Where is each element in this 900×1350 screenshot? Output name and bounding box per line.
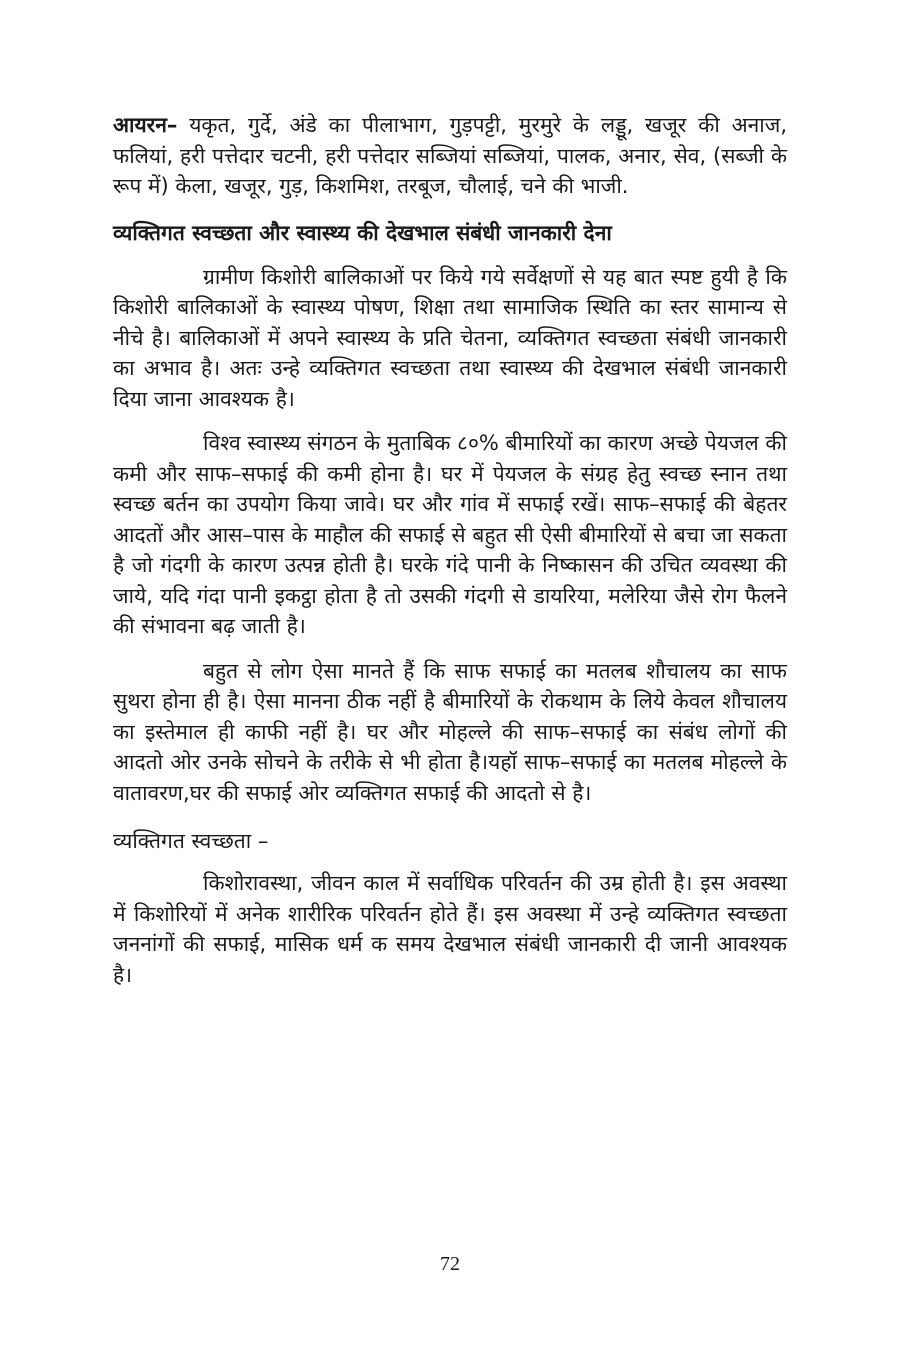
iron-label: आयरन–	[113, 113, 178, 137]
paragraph-adolescence: किशोरावस्था, जीवन काल में सर्वाधिक परिवर्तन की उम्र होती है। इस अवस्था में किशोरियों में अनेक शारीरिक परिवर्तन होते हैं। इस अवस्था में उन्हे व्यक्तिगत स्वच्छता जननांगों की सफाई, मासिक धर्म क समय देखभाल संबंधी जानकारी दी जानी आवश्यक है।	[113, 871, 787, 987]
paragraph-who: विश्व स्वास्थ्य संगठन के मुताबिक ८०% बीमारियों का कारण अच्छे पेयजल की कमी और साफ–सफाई की कमी होना है। घर में पेयजल के संग्रह हेतु स्वच्छ स्नान तथा स्वच्छ बर्तन का उपयोग किया जावे। घर और गांव में सफाई रखें। साफ–सफाई की बेहतर आदतों और आस–पास के माहौल की सफाई से बहुत सी ऐसी बीमारियों से बचा जा सकता है जो गंदगी के कारण उत्पन्न होती है। घरके गंदे पानी के निष्कासन की उचित व्यवस्था की जाये, यदि गंदा पानी इकट्ठा होता है तो उसकी गंदगी से डायरिया, मलेरिया जैसे रोग फैलने की संभावना बढ़ जाती है।	[113, 431, 787, 638]
iron-text: यकृत, गुर्दे, अंडे का पीलाभाग, गुड़पट्टी, मुरमुरे के लड्डू, खजूर की अनाज, फलियां, हरी पत्तेदार चटनी, हरी पत्तेदार सब्जियां सब्जियां, पालक, अनार, सेव, (सब्जी के रूप में) केला, खजूर, गुड़, किशमिश, तरबूज, चौलाई, चने की भाजी.	[113, 113, 787, 198]
paragraph-sanitation: बहुत से लोग ऐसा मानते हैं कि साफ सफाई का मतलब शौचालय का साफ सुथरा होना ही है। ऐसा मानना ठीक नहीं है बीमारियों के रोकथाम के लिये केवल शौचालय का इस्तेमाल ही काफी नहीं है। घर और मोहल्ले की साफ–सफाई का संबंध लोगों की आदतो ओर उनके सोचने के तरीके से भी होता है।यहॉ साफ–सफाई का मतलब मोहल्ले के वातावरण,घर की सफाई ओर व्यक्तिगत सफाई की आदतो से है।	[113, 658, 787, 805]
page-body	[113, 110, 787, 990]
subheading-personal-hygiene: व्यक्तिगत स्वच्छता –	[113, 829, 269, 853]
page-number: 72	[440, 1253, 460, 1275]
section-heading: व्यक्तिगत स्वच्छता और स्वास्थ्य की देखभाल संबंधी जानकारी देना	[113, 220, 612, 245]
paragraph-survey: ग्रामीण किशोरी बालिकाओं पर किये गये सर्वेक्षणों से यह बात स्पष्ट हुयी है कि किशोरी बालिकाओं के स्वास्थ्य पोषण, शिक्षा तथा सामाजिक स्थिति का स्तर सामान्य से नीचे है। बालिकाओं में अपने स्वास्थ्य के प्रति चेतना, व्यक्तिगत स्वच्छता संबंधी जानकारी का अभाव है। अतः उन्हे व्यक्तिगत स्वच्छता तथा स्वास्थ्य की देखभाल संबंधी जानकारी दिया जाना आवश्यक है।	[113, 264, 787, 411]
iron-paragraph	[113, 110, 787, 202]
